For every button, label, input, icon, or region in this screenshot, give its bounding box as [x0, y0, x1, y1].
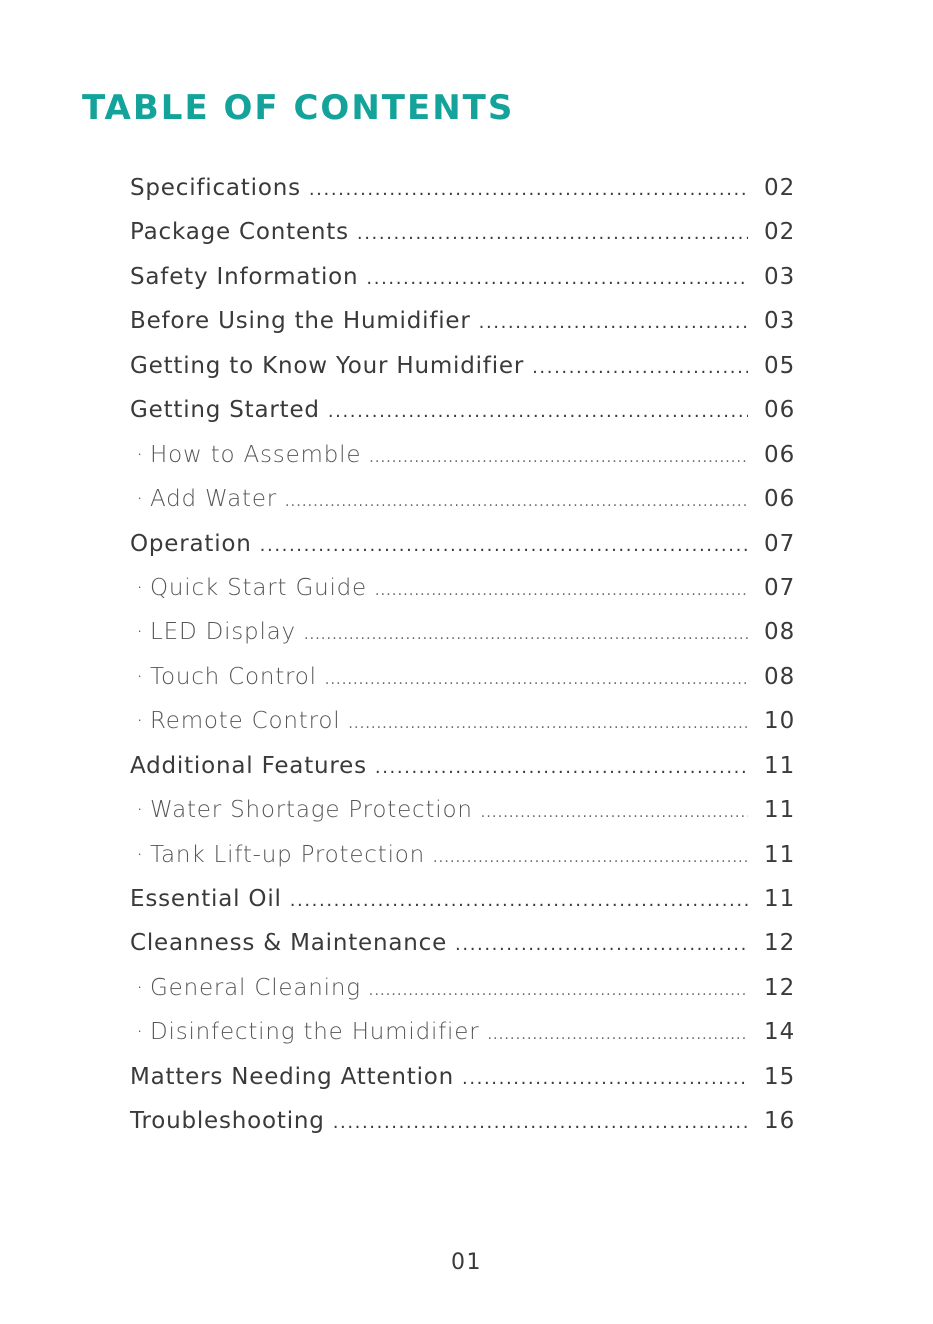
- toc-entry[interactable]: [130, 921, 794, 965]
- toc-entry-label: Operation: [130, 530, 252, 557]
- toc-subentry-label: [130, 699, 340, 743]
- toc-entry-label: Cleanness & Maintenance: [130, 930, 448, 957]
- toc-subentry-text: Water Shortage Protection: [150, 797, 473, 824]
- bullet-dot: ·: [136, 619, 145, 646]
- dot-leader: [532, 346, 748, 390]
- toc-entry[interactable]: [130, 255, 794, 299]
- toc-entry[interactable]: [130, 166, 794, 210]
- toc-subentry[interactable]: [130, 655, 794, 699]
- toc-entry[interactable]: [130, 388, 794, 432]
- dot-leader: [479, 301, 748, 345]
- dot-leader: [375, 746, 748, 790]
- toc-entry[interactable]: [130, 522, 794, 566]
- toc-subentry-text: Add Water: [150, 486, 278, 513]
- toc-page-number: 07: [764, 530, 796, 557]
- toc-subentry[interactable]: [130, 566, 794, 610]
- toc-subentry-text: Disinfecting the Humidifier: [150, 1019, 480, 1046]
- toc-entry-label: Matters Needing Attention: [130, 1063, 455, 1090]
- bullet-dot: ·: [136, 663, 145, 690]
- toc-page-number: 06: [764, 486, 796, 513]
- toc-page-number: 02: [764, 175, 796, 201]
- toc-subentry-text: How to Assemble: [150, 441, 362, 468]
- toc-subentry[interactable]: [130, 966, 794, 1010]
- toc-page-number: 08: [764, 663, 796, 690]
- toc-entry-label: Additional Features: [130, 752, 367, 779]
- toc-subentry-label: [130, 433, 361, 477]
- toc-subentry[interactable]: [130, 1010, 794, 1054]
- toc-page-number: 07: [764, 574, 796, 601]
- toc-entry[interactable]: [130, 877, 794, 921]
- toc-page-number: 03: [764, 308, 796, 335]
- bullet-dot: ·: [136, 574, 145, 601]
- toc-page-number: 14: [764, 1019, 796, 1046]
- toc-subentry-text: Remote Control: [150, 708, 341, 735]
- dot-leader: [487, 1013, 748, 1057]
- toc-subentry-label: [130, 610, 296, 654]
- toc-subentry-label: [130, 966, 361, 1010]
- bullet-dot: ·: [136, 841, 145, 868]
- bullet-dot: ·: [136, 797, 145, 824]
- toc-subentry-label: [130, 833, 425, 877]
- toc-entry-label: Package Contents: [130, 219, 349, 246]
- toc-subentry[interactable]: [130, 610, 794, 654]
- toc-entry[interactable]: [130, 744, 794, 788]
- dot-leader: [260, 524, 748, 568]
- toc-entry[interactable]: [130, 344, 794, 388]
- toc-entry[interactable]: [130, 299, 794, 343]
- dot-leader: [375, 569, 748, 613]
- dot-leader: [333, 1101, 748, 1145]
- dot-leader: [455, 923, 748, 967]
- table-of-contents: [130, 166, 794, 1144]
- toc-entry[interactable]: [130, 210, 794, 254]
- toc-subentry[interactable]: [130, 477, 794, 521]
- toc-subentry-text: LED Display: [150, 619, 296, 646]
- toc-page-number: 12: [764, 930, 796, 957]
- toc-page-number: 06: [764, 397, 796, 424]
- toc-entry-label: Getting Started: [130, 397, 320, 424]
- bullet-dot: ·: [136, 1019, 145, 1046]
- bullet-dot: ·: [136, 486, 145, 513]
- toc-page-number: 05: [764, 352, 796, 379]
- toc-page-number: 11: [764, 797, 796, 824]
- toc-subentry-label: [130, 788, 473, 832]
- dot-leader: [357, 212, 748, 256]
- dot-leader: [285, 480, 748, 524]
- toc-page-number: 08: [764, 619, 796, 646]
- toc-subentry-label: [130, 655, 317, 699]
- bullet-dot: ·: [136, 441, 145, 468]
- dot-leader: [309, 168, 748, 212]
- dot-leader: [328, 390, 748, 434]
- toc-page-number: 11: [764, 752, 796, 779]
- toc-subentry-text: Quick Start Guide: [150, 574, 367, 601]
- toc-page-number: 03: [764, 263, 796, 290]
- dot-leader: [348, 702, 748, 746]
- dot-leader: [433, 836, 748, 880]
- toc-entry-label: Safety Information: [130, 263, 359, 290]
- toc-page-number: 06: [764, 441, 796, 468]
- toc-subentry-label: [130, 566, 367, 610]
- toc-page-number: 12: [764, 974, 796, 1001]
- page-title: TABLE OF CONTENTS: [82, 88, 515, 128]
- toc-subentry-label: [130, 1010, 479, 1054]
- bullet-dot: ·: [136, 708, 145, 735]
- toc-subentry[interactable]: [130, 788, 794, 832]
- toc-subentry-text: General Cleaning: [150, 974, 361, 1001]
- toc-subentry[interactable]: [130, 833, 794, 877]
- toc-entry[interactable]: [130, 1055, 794, 1099]
- toc-page-number: 16: [764, 1108, 796, 1135]
- dot-leader: [369, 969, 748, 1013]
- toc-page-number: 10: [764, 708, 796, 735]
- toc-subentry-text: Tank Lift-up Protection: [150, 841, 426, 868]
- bullet-dot: ·: [136, 974, 145, 1001]
- toc-entry-label: Getting to Know Your Humidifier: [130, 352, 525, 379]
- toc-page-number: 11: [764, 886, 796, 912]
- dot-leader: [304, 613, 748, 657]
- toc-entry-label: Troubleshooting: [130, 1108, 325, 1135]
- page-number: 01: [451, 1250, 482, 1275]
- toc-entry-label: Specifications: [130, 175, 301, 201]
- dot-leader: [325, 658, 748, 702]
- toc-subentry-label: [130, 477, 277, 521]
- toc-page-number: 15: [764, 1063, 796, 1090]
- dot-leader: [462, 1057, 748, 1101]
- dot-leader: [481, 791, 748, 835]
- dot-leader: [369, 436, 748, 480]
- toc-page-number: 11: [764, 841, 796, 868]
- toc-entry[interactable]: [130, 1099, 794, 1143]
- toc-entry-label: Before Using the Humidifier: [130, 308, 471, 335]
- dot-leader: [290, 879, 748, 923]
- toc-subentry[interactable]: [130, 433, 794, 477]
- toc-subentry[interactable]: [130, 699, 794, 743]
- toc-entry-label: Essential Oil: [130, 886, 282, 912]
- toc-page-number: 02: [764, 219, 796, 246]
- dot-leader: [366, 257, 748, 301]
- toc-subentry-text: Touch Control: [150, 663, 317, 690]
